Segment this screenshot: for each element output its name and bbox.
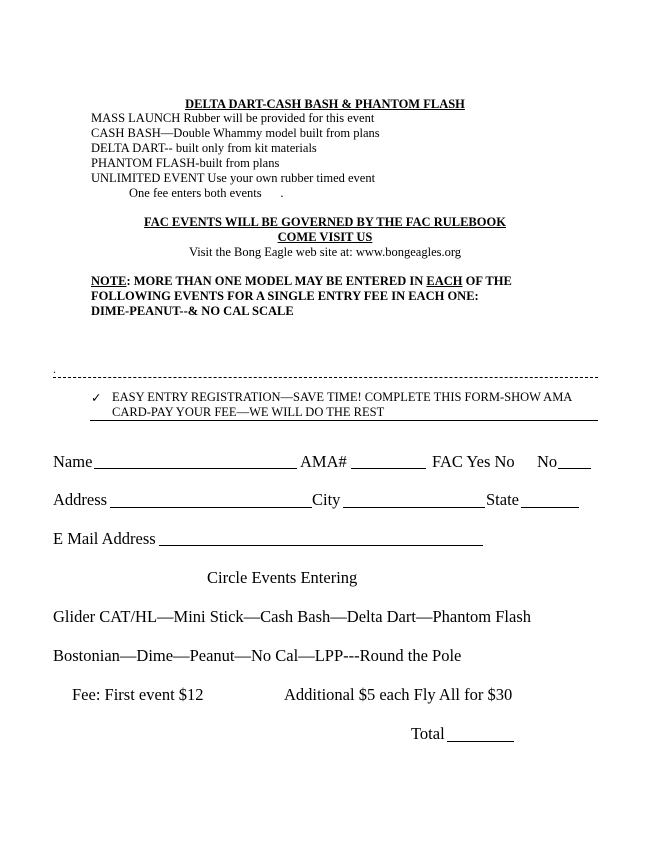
visit-heading: COME VISIT US	[277, 230, 373, 244]
email-label: E Mail Address	[53, 529, 156, 548]
website-line: Visit the Bong Eagle web site at: www.bongeagles.org	[188, 245, 462, 259]
fee-additional: Additional $5 each Fly All for $30	[284, 685, 513, 704]
note-each: EACH	[426, 274, 463, 288]
email-field[interactable]	[159, 545, 483, 546]
note-line-3: DIME-PEANUT--& NO CAL SCALE	[91, 304, 294, 318]
city-field[interactable]	[343, 507, 485, 508]
name-field[interactable]	[94, 468, 297, 469]
events-line-1: Glider CAT/HL—Mini Stick—Cash Bash—Delta Dart—Phantom Flash	[53, 607, 532, 626]
stray-dot: .	[53, 362, 56, 376]
registration-line-1: EASY ENTRY REGISTRATION—SAVE TIME! COMPLETE THIS FORM-SHOW AMA	[112, 390, 573, 404]
fee-note: One fee enters both events .	[129, 186, 284, 200]
total-field[interactable]	[447, 741, 514, 742]
events-line-2: Bostonian—Dime—Peanut—No Cal—LPP---Round the Pole	[53, 646, 462, 665]
checkmark-icon: ✓	[91, 391, 102, 405]
event-mass-launch: MASS LAUNCH Rubber will be provided for this event	[91, 111, 375, 125]
note-line-1	[91, 274, 512, 289]
note-label: NOTE	[91, 274, 127, 288]
city-label: City	[312, 490, 341, 509]
registration-line-2: CARD-PAY YOUR FEE—WE WILL DO THE REST	[112, 405, 385, 419]
name-label: Name	[53, 452, 93, 471]
state-label: State	[486, 490, 519, 509]
dashed-divider	[53, 377, 598, 378]
event-delta-dart: DELTA DART-- built only from kit materials	[91, 141, 317, 155]
fac-label: FAC Yes No	[432, 452, 515, 471]
address-field[interactable]	[110, 507, 312, 508]
note-text-a: : MORE THAN ONE MODEL MAY BE ENTERED IN	[126, 274, 427, 288]
fee-first-event: Fee: First event $12	[72, 685, 204, 704]
note-text-b: OF THE	[462, 274, 512, 288]
no-label: No	[537, 452, 558, 471]
note-line-2: FOLLOWING EVENTS FOR A SINGLE ENTRY FEE IN EACH ONE:	[91, 289, 479, 303]
ama-field[interactable]	[351, 468, 426, 469]
address-label: Address	[53, 490, 108, 509]
registration-underline	[90, 420, 598, 421]
state-field[interactable]	[521, 507, 579, 508]
ama-label: AMA#	[300, 452, 347, 471]
rulebook-heading: FAC EVENTS WILL BE GOVERNED BY THE FAC RULEBOOK	[144, 215, 506, 229]
fac-no-field[interactable]	[558, 468, 591, 469]
event-unlimited: UNLIMITED EVENT Use your own rubber timed event	[91, 171, 376, 185]
page-title: DELTA DART-CASH BASH & PHANTOM FLASH	[185, 97, 465, 111]
circle-events-heading: Circle Events Entering	[207, 568, 358, 587]
event-phantom-flash: PHANTOM FLASH-built from plans	[91, 156, 280, 170]
total-label: Total	[411, 724, 445, 743]
event-cash-bash: CASH BASH—Double Whammy model built from plans	[91, 126, 380, 140]
